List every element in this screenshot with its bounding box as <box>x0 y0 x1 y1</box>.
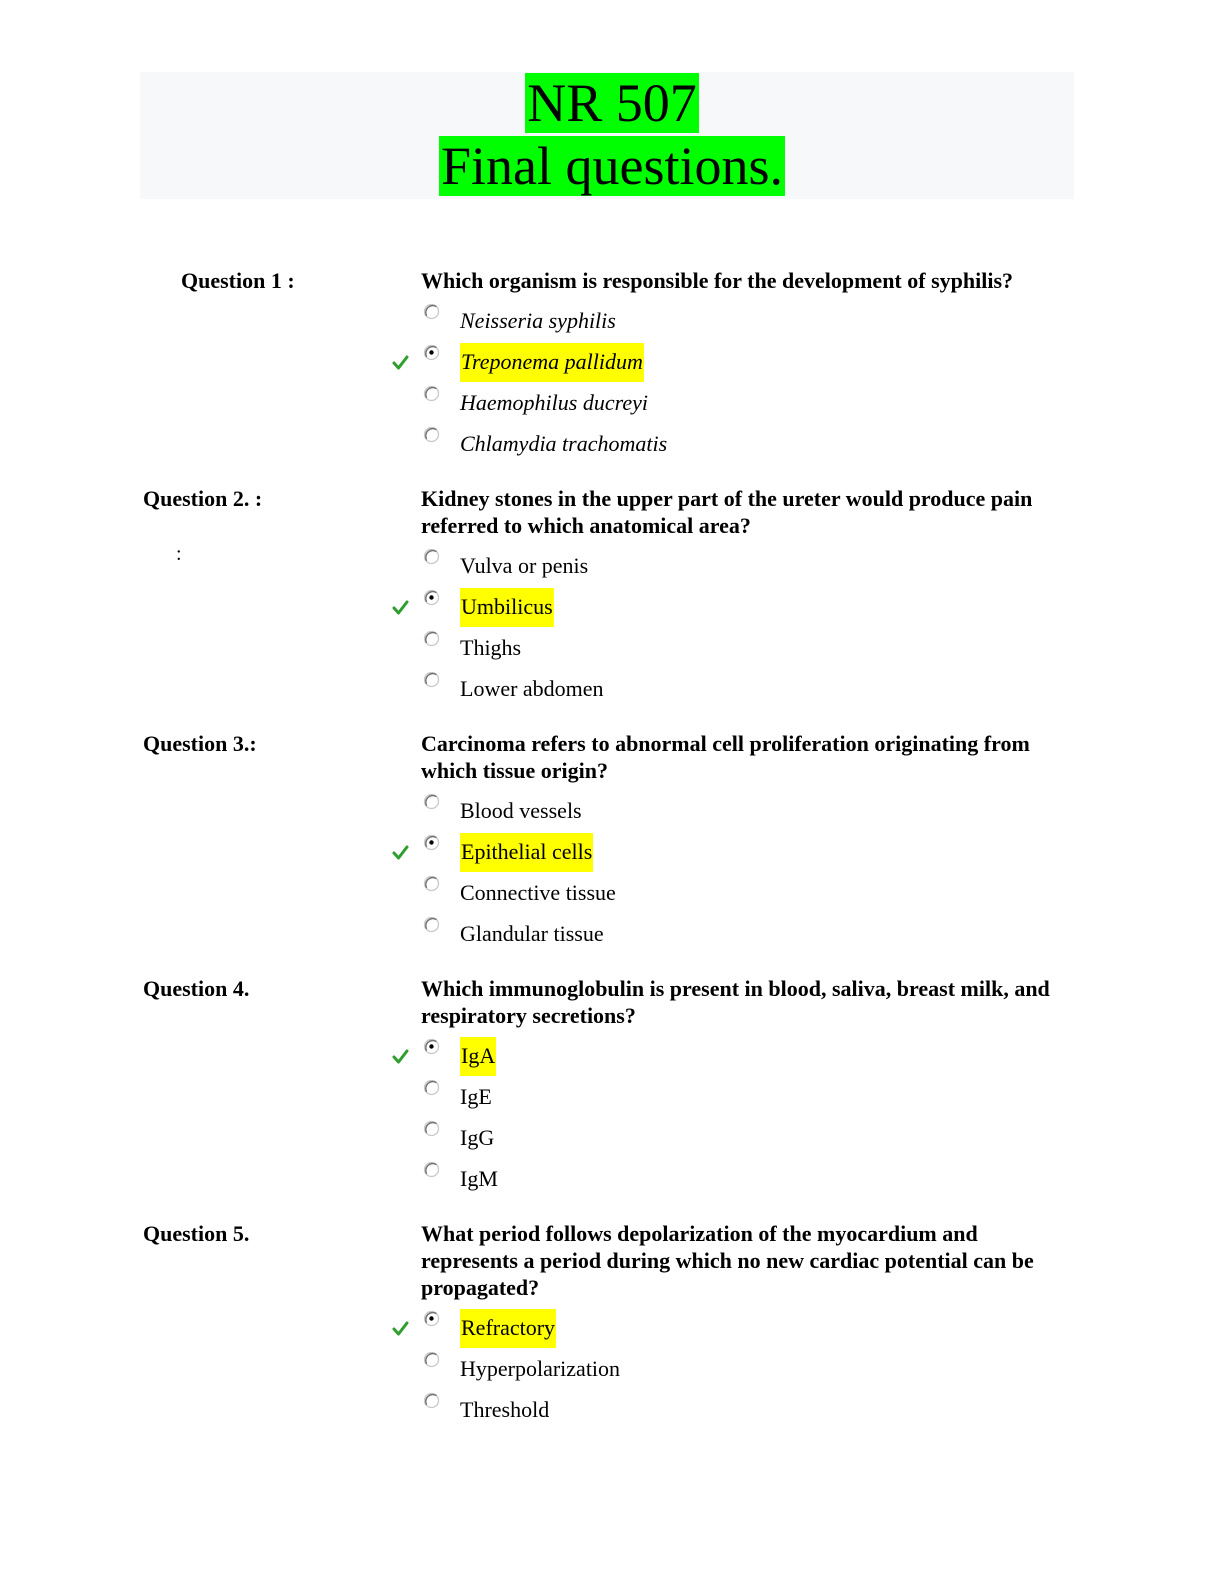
option-label: Lower abdomen <box>460 676 604 701</box>
radio-button-icon[interactable] <box>423 548 440 565</box>
option-label: IgM <box>460 1166 498 1191</box>
option[interactable] <box>390 790 1090 831</box>
question-text: What period follows depolarization of the myocardium and represents a period during which no new cardiac potential can be propagated? <box>421 1221 1034 1300</box>
option-label: Threshold <box>460 1397 550 1422</box>
option-label: Refractory <box>460 1309 556 1348</box>
radio-button-icon[interactable] <box>423 1161 440 1178</box>
option[interactable] <box>390 1307 1090 1348</box>
question-label: Question 3.: <box>143 731 257 756</box>
option-label: IgG <box>460 1125 495 1150</box>
question-label: Question 4. <box>143 976 250 1001</box>
option-label: IgE <box>460 1084 492 1109</box>
radio-button-icon[interactable] <box>423 1079 440 1096</box>
checkmark-icon <box>390 598 412 618</box>
option-label: Chlamydia trachomatis <box>460 431 668 456</box>
option-label: Hyperpolarization <box>460 1356 621 1381</box>
question-label: Question 2. : <box>143 486 263 511</box>
option-label: Treponema pallidum <box>460 343 644 382</box>
title-line-1 <box>0 72 1224 135</box>
radio-button-icon[interactable] <box>423 1310 440 1327</box>
option[interactable] <box>390 586 1090 627</box>
checkmark-icon <box>390 1047 412 1067</box>
option[interactable] <box>390 668 1090 709</box>
title-course-code: NR 507 <box>527 73 697 133</box>
question-text: Which organism is responsible for the development of syphilis? <box>421 268 1014 293</box>
option[interactable] <box>390 341 1090 382</box>
option-label: IgA <box>460 1037 496 1076</box>
radio-button-icon[interactable] <box>423 1392 440 1409</box>
option-label: Glandular tissue <box>460 921 604 946</box>
option[interactable] <box>390 382 1090 423</box>
title-line-2 <box>0 135 1224 198</box>
title-subtitle: Final questions. <box>440 136 783 196</box>
checkmark-icon <box>390 1319 412 1339</box>
option[interactable] <box>390 1035 1090 1076</box>
question-text: Kidney stones in the upper part of the ureter would produce pain referred to which anatomical area? <box>421 486 1033 538</box>
option-label: Epithelial cells <box>460 833 593 872</box>
radio-button-icon[interactable] <box>423 1038 440 1055</box>
radio-button-icon[interactable] <box>423 589 440 606</box>
option[interactable] <box>390 300 1090 341</box>
option[interactable] <box>390 913 1090 954</box>
option[interactable] <box>390 1389 1090 1430</box>
option[interactable] <box>390 1076 1090 1117</box>
radio-button-icon[interactable] <box>423 834 440 851</box>
option[interactable] <box>390 1348 1090 1389</box>
option-label: Neisseria syphilis <box>460 308 616 333</box>
radio-button-icon[interactable] <box>423 1120 440 1137</box>
checkmark-icon <box>390 843 412 863</box>
question-text: Carcinoma refers to abnormal cell proliferation originating from which tissue origin? <box>421 731 1030 783</box>
question-sublabel: : <box>176 543 182 565</box>
option[interactable] <box>390 831 1090 872</box>
question-label: Question 1 : <box>181 268 295 293</box>
option[interactable] <box>390 627 1090 668</box>
radio-button-icon[interactable] <box>423 303 440 320</box>
option[interactable] <box>390 545 1090 586</box>
option-label: Connective tissue <box>460 880 616 905</box>
option-label: Blood vessels <box>460 798 582 823</box>
option-label: Haemophilus ducreyi <box>460 390 648 415</box>
checkmark-icon <box>390 353 412 373</box>
option-label: Umbilicus <box>460 588 554 627</box>
radio-button-icon[interactable] <box>423 1351 440 1368</box>
question-text: Which immunoglobulin is present in blood, saliva, breast milk, and respiratory secretions? <box>421 976 1050 1028</box>
radio-button-icon[interactable] <box>423 426 440 443</box>
radio-button-icon[interactable] <box>423 793 440 810</box>
radio-button-icon[interactable] <box>423 630 440 647</box>
option[interactable] <box>390 423 1090 464</box>
radio-button-icon[interactable] <box>423 875 440 892</box>
radio-button-icon[interactable] <box>423 671 440 688</box>
option-label: Vulva or penis <box>460 553 589 578</box>
option[interactable] <box>390 1158 1090 1199</box>
option[interactable] <box>390 1117 1090 1158</box>
question-label: Question 5. <box>143 1221 250 1246</box>
radio-button-icon[interactable] <box>423 344 440 361</box>
option[interactable] <box>390 872 1090 913</box>
radio-button-icon[interactable] <box>423 916 440 933</box>
option-label: Thighs <box>460 635 522 660</box>
radio-button-icon[interactable] <box>423 385 440 402</box>
